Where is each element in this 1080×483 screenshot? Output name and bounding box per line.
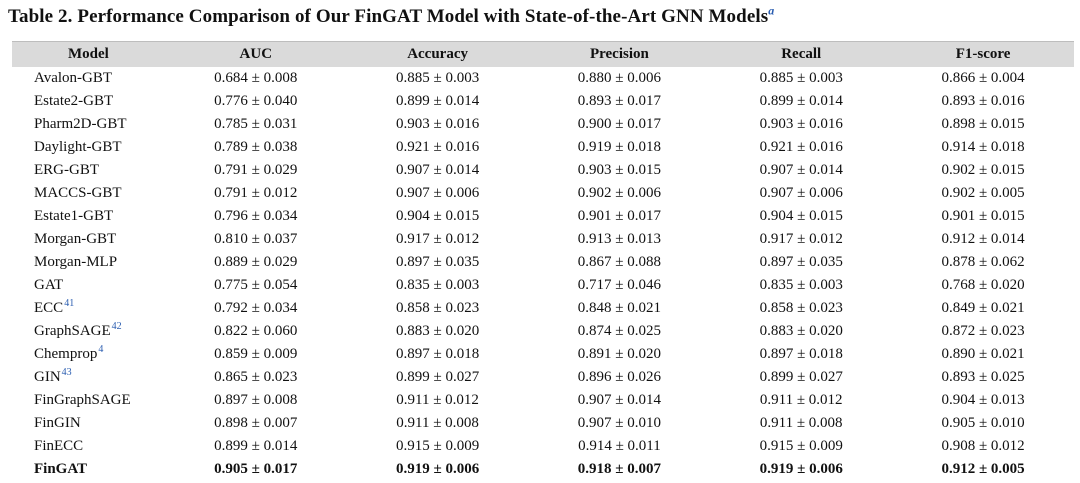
accuracy-cell: 0.907 ± 0.014 (395, 162, 480, 178)
model-name-cell (12, 366, 165, 389)
auc-cell: 0.684 ± 0.008 (214, 70, 298, 86)
accuracy-cell: 0.921 ± 0.016 (395, 139, 480, 155)
recall-cell: 0.835 ± 0.003 (759, 277, 843, 293)
f1-score-cell: 0.898 ± 0.015 (941, 116, 1025, 132)
recall-cell: 0.907 ± 0.006 (759, 185, 843, 201)
auc-cell: 0.897 ± 0.008 (214, 392, 298, 408)
header-row (12, 42, 1074, 68)
model-name: Chemprop (34, 346, 98, 362)
auc-cell: 0.898 ± 0.007 (214, 415, 298, 431)
auc-cell: 0.899 ± 0.014 (214, 438, 298, 454)
f1-score-cell: 0.908 ± 0.012 (941, 438, 1025, 454)
model-name: MACCS-GBT (34, 185, 122, 201)
accuracy-cell: 0.919 ± 0.006 (395, 461, 480, 477)
model-name-cell (12, 412, 165, 435)
accuracy-cell: 0.885 ± 0.003 (395, 70, 480, 86)
model-name-cell (12, 182, 165, 205)
model-name-cell (12, 458, 165, 481)
column-header-recall: Recall (710, 42, 892, 68)
model-name: GAT (34, 277, 64, 293)
table-row (12, 159, 1074, 182)
column-header-f1-score: F1-score (892, 42, 1074, 68)
f1-score-cell: 0.866 ± 0.004 (941, 70, 1025, 86)
accuracy-cell: 0.907 ± 0.006 (395, 185, 480, 201)
precision-cell: 0.919 ± 0.018 (577, 139, 662, 155)
table-row (12, 343, 1074, 366)
auc-cell: 0.791 ± 0.012 (214, 185, 298, 201)
model-name: FinECC (34, 438, 84, 454)
reference-link[interactable]: 43 (61, 367, 72, 378)
precision-cell: 0.880 ± 0.006 (577, 70, 662, 86)
model-name: Avalon-GBT (34, 70, 113, 86)
table-row (12, 182, 1074, 205)
accuracy-cell: 0.899 ± 0.014 (395, 93, 480, 109)
precision-cell: 0.900 ± 0.017 (577, 116, 662, 132)
accuracy-cell: 0.903 ± 0.016 (395, 116, 480, 132)
model-name-cell (12, 90, 165, 113)
precision-cell: 0.902 ± 0.006 (577, 185, 662, 201)
model-name: Estate1-GBT (34, 208, 114, 224)
reference-link[interactable]: 41 (64, 298, 75, 309)
auc-cell: 0.905 ± 0.017 (214, 461, 298, 477)
model-name-cell (12, 159, 165, 182)
model-name-cell (12, 205, 165, 228)
precision-cell: 0.717 ± 0.046 (577, 277, 662, 293)
model-name-cell (12, 435, 165, 458)
precision-cell: 0.896 ± 0.026 (577, 369, 662, 385)
model-name-cell (12, 136, 165, 159)
f1-score-cell: 0.912 ± 0.014 (941, 231, 1025, 247)
recall-cell: 0.858 ± 0.023 (759, 300, 843, 316)
table-body (12, 67, 1074, 481)
accuracy-cell: 0.897 ± 0.018 (395, 346, 480, 362)
f1-score-cell: 0.902 ± 0.015 (941, 162, 1025, 178)
recall-cell: 0.885 ± 0.003 (759, 70, 843, 86)
accuracy-cell: 0.897 ± 0.035 (395, 254, 480, 270)
auc-cell: 0.791 ± 0.029 (214, 162, 298, 178)
precision-cell: 0.918 ± 0.007 (577, 461, 662, 477)
recall-cell: 0.915 ± 0.009 (759, 438, 843, 454)
model-name-cell (12, 389, 165, 412)
model-name-cell (12, 320, 165, 343)
f1-score-cell: 0.878 ± 0.062 (941, 254, 1025, 270)
f1-score-cell: 0.890 ± 0.021 (941, 346, 1025, 362)
accuracy-cell: 0.911 ± 0.008 (396, 415, 479, 431)
model-name-cell (12, 274, 165, 297)
reference-link[interactable]: 4 (98, 344, 104, 355)
accuracy-cell: 0.835 ± 0.003 (395, 277, 480, 293)
column-header-accuracy: Accuracy (347, 42, 529, 68)
accuracy-cell: 0.883 ± 0.020 (395, 323, 480, 339)
auc-cell: 0.822 ± 0.060 (214, 323, 298, 339)
f1-score-cell: 0.893 ± 0.016 (941, 93, 1025, 109)
accuracy-cell: 0.858 ± 0.023 (395, 300, 480, 316)
model-name: Morgan-MLP (34, 254, 118, 270)
recall-cell: 0.899 ± 0.027 (759, 369, 843, 385)
recall-cell: 0.919 ± 0.006 (759, 461, 843, 477)
precision-cell: 0.891 ± 0.020 (577, 346, 662, 362)
precision-cell: 0.874 ± 0.025 (577, 323, 662, 339)
table-row (12, 205, 1074, 228)
f1-score-cell: 0.904 ± 0.013 (941, 392, 1025, 408)
auc-cell: 0.859 ± 0.009 (214, 346, 298, 362)
accuracy-cell: 0.911 ± 0.012 (396, 392, 479, 408)
performance-table (12, 41, 1074, 481)
table-row (12, 136, 1074, 159)
recall-cell: 0.883 ± 0.020 (759, 323, 843, 339)
table-row (12, 228, 1074, 251)
f1-score-cell: 0.905 ± 0.010 (941, 415, 1025, 431)
model-name: Pharm2D-GBT (34, 116, 127, 132)
model-name-cell (12, 228, 165, 251)
precision-cell: 0.893 ± 0.017 (577, 93, 662, 109)
caption-title: Table 2. Performance Comparison of Our FinGAT Model with State-of-the-Art GNN Models (8, 6, 769, 27)
table-row (12, 113, 1074, 136)
caption-footnote-link[interactable]: a (768, 3, 775, 18)
auc-cell: 0.785 ± 0.031 (214, 116, 298, 132)
table-row (12, 274, 1074, 297)
model-name: GraphSAGE (34, 323, 111, 339)
f1-score-cell: 0.849 ± 0.021 (941, 300, 1025, 316)
table-row (12, 412, 1074, 435)
table-row (12, 366, 1074, 389)
model-name-cell (12, 297, 165, 320)
recall-cell: 0.899 ± 0.014 (759, 93, 843, 109)
precision-cell: 0.913 ± 0.013 (577, 231, 662, 247)
model-name: ECC (34, 300, 64, 316)
model-name-cell (12, 343, 165, 366)
model-name: Morgan-GBT (34, 231, 117, 247)
recall-cell: 0.911 ± 0.012 (759, 392, 843, 408)
accuracy-cell: 0.915 ± 0.009 (395, 438, 480, 454)
precision-cell: 0.848 ± 0.021 (577, 300, 662, 316)
auc-cell: 0.776 ± 0.040 (214, 93, 298, 109)
model-name-cell (12, 113, 165, 136)
precision-cell: 0.903 ± 0.015 (577, 162, 662, 178)
table-row (12, 435, 1074, 458)
auc-cell: 0.810 ± 0.037 (214, 231, 298, 247)
f1-score-cell: 0.912 ± 0.005 (941, 461, 1025, 477)
accuracy-cell: 0.917 ± 0.012 (395, 231, 480, 247)
column-header-model: Model (12, 42, 165, 68)
model-name-cell (12, 67, 165, 90)
auc-cell: 0.775 ± 0.054 (214, 277, 298, 293)
table-row (12, 251, 1074, 274)
table-row (12, 458, 1074, 481)
accuracy-cell: 0.904 ± 0.015 (395, 208, 480, 224)
reference-link[interactable]: 42 (111, 321, 122, 332)
model-name: ERG-GBT (34, 162, 99, 178)
precision-cell: 0.907 ± 0.010 (577, 415, 662, 431)
model-name: Estate2-GBT (34, 93, 114, 109)
recall-cell: 0.921 ± 0.016 (759, 139, 843, 155)
recall-cell: 0.907 ± 0.014 (759, 162, 843, 178)
recall-cell: 0.903 ± 0.016 (759, 116, 843, 132)
column-header-precision: Precision (529, 42, 711, 68)
table-caption (8, 3, 775, 28)
auc-cell: 0.789 ± 0.038 (214, 139, 298, 155)
auc-cell: 0.792 ± 0.034 (214, 300, 298, 316)
auc-cell: 0.865 ± 0.023 (214, 369, 298, 385)
f1-score-cell: 0.902 ± 0.005 (941, 185, 1025, 201)
model-name: FinGAT (34, 461, 88, 477)
column-header-auc: AUC (165, 42, 347, 68)
f1-score-cell: 0.893 ± 0.025 (941, 369, 1025, 385)
precision-cell: 0.867 ± 0.088 (577, 254, 662, 270)
model-name: Daylight-GBT (34, 139, 122, 155)
recall-cell: 0.904 ± 0.015 (759, 208, 843, 224)
recall-cell: 0.897 ± 0.018 (759, 346, 843, 362)
precision-cell: 0.901 ± 0.017 (577, 208, 662, 224)
model-name: FinGraphSAGE (34, 392, 131, 408)
f1-score-cell: 0.768 ± 0.020 (941, 277, 1025, 293)
recall-cell: 0.897 ± 0.035 (759, 254, 843, 270)
f1-score-cell: 0.914 ± 0.018 (941, 139, 1025, 155)
recall-cell: 0.911 ± 0.008 (759, 415, 843, 431)
table-row (12, 90, 1074, 113)
precision-cell: 0.914 ± 0.011 (578, 438, 661, 454)
table-row (12, 67, 1074, 90)
model-name: FinGIN (34, 415, 81, 431)
model-name-cell (12, 251, 165, 274)
table-row (12, 297, 1074, 320)
auc-cell: 0.889 ± 0.029 (214, 254, 298, 270)
table-row (12, 389, 1074, 412)
f1-score-cell: 0.901 ± 0.015 (941, 208, 1025, 224)
recall-cell: 0.917 ± 0.012 (759, 231, 843, 247)
auc-cell: 0.796 ± 0.034 (214, 208, 298, 224)
table-row (12, 320, 1074, 343)
f1-score-cell: 0.872 ± 0.023 (941, 323, 1025, 339)
model-name: GIN (34, 369, 61, 385)
precision-cell: 0.907 ± 0.014 (577, 392, 662, 408)
accuracy-cell: 0.899 ± 0.027 (395, 369, 480, 385)
